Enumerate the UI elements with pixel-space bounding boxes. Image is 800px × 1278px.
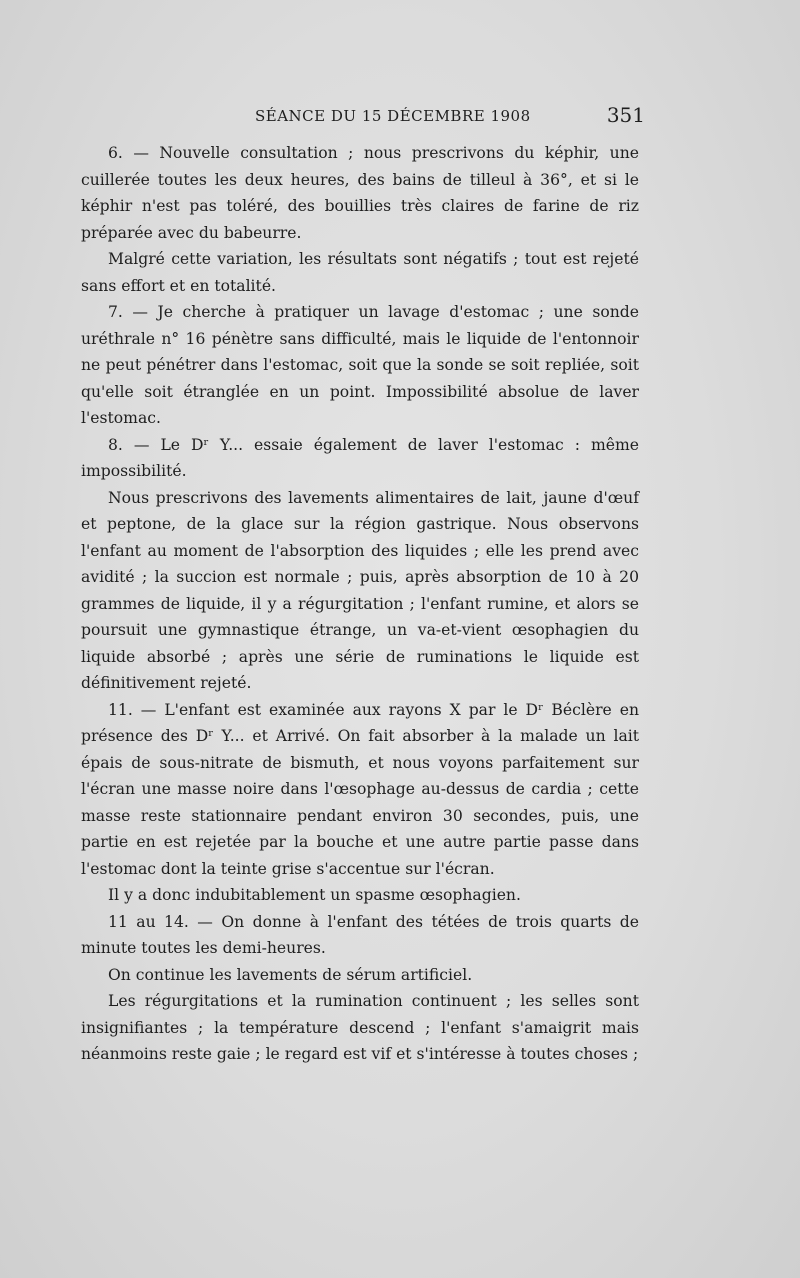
- paragraph: On continue les lavements de sérum artificiel.: [108, 965, 473, 984]
- paragraph: Les régurgitations et la rumination continuent ; les selles sont insignifiantes ; la température descend ; l'enfant s'amaigrit mais néanmoins reste gaie ; le regard est vif et s'intéresse à toutes choses ;: [81, 992, 639, 1063]
- page-header: [255, 103, 645, 129]
- running-head: SÉANCE DU 15 DÉCEMBRE 1908: [255, 107, 531, 125]
- paragraph: Nous prescrivons des lavements alimentaires de lait, jaune d'œuf et peptone, de la glace sur la région gastrique. Nous observons l'enfant au moment de l'absorption des liquides ; elle les prend avec avidité ; la succion est normale ; puis, après absorption de 10 à 20 grammes de liquide, il y a régurgitation ; l'enfant rumine, et alors se poursuit une gymnastique étrange, un va-et-vient œsophagien du liquide absorbé ; après une série de ruminations le liquide est définitivement rejeté.: [81, 488, 639, 692]
- page-number: 351: [606, 103, 645, 127]
- paragraph: Malgré cette variation, les résultats sont négatifs ; tout est rejeté sans effort et en totalité.: [81, 250, 639, 295]
- paragraph: Il y a donc indubitablement un spasme œsophagien.: [108, 886, 521, 904]
- paragraph: 11. — L'enfant est examinée aux rayons X par le Dʳ Béclère en présence des Dʳ Y... et Arrivé. On fait absorber à la malade un lait épais de sous-nitrate de bismuth, et nous voyons parfaitement sur l'écran une masse noire dans l'œsophage au-dessus de cardia ; cette masse reste stationnaire pendant environ 30 secondes, puis, une partie en est rejetée par la bouche et une autre partie passe dans l'estomac dont la teinte grise s'accentue sur l'écran.: [81, 700, 639, 878]
- body-text: [81, 140, 639, 1068]
- paragraph: 7. — Je cherche à pratiquer un lavage d'estomac ; une sonde uréthrale n° 16 pénètre sans difficulté, mais le liquide de l'entonnoir ne peut pénétrer dans l'estomac, soit que la sonde se soit repliée, soit qu'elle soit étranglée en un point. Impossibilité absolue de laver l'estomac.: [81, 303, 639, 427]
- paragraph: 6. — Nouvelle consultation ; nous prescrivons du képhir, une cuillerée toutes les deux heures, des bains de tilleul à 36°, et si le képhir n'est pas toléré, des bouillies très claires de farine de riz préparée avec du babeurre.: [81, 144, 639, 242]
- paragraph: 8. — Le Dʳ Y... essaie également de laver l'estomac : même impossibilité.: [81, 435, 639, 480]
- paragraph: 11 au 14. — On donne à l'enfant des tétées de trois quarts de minute toutes les demi-heures.: [81, 912, 639, 957]
